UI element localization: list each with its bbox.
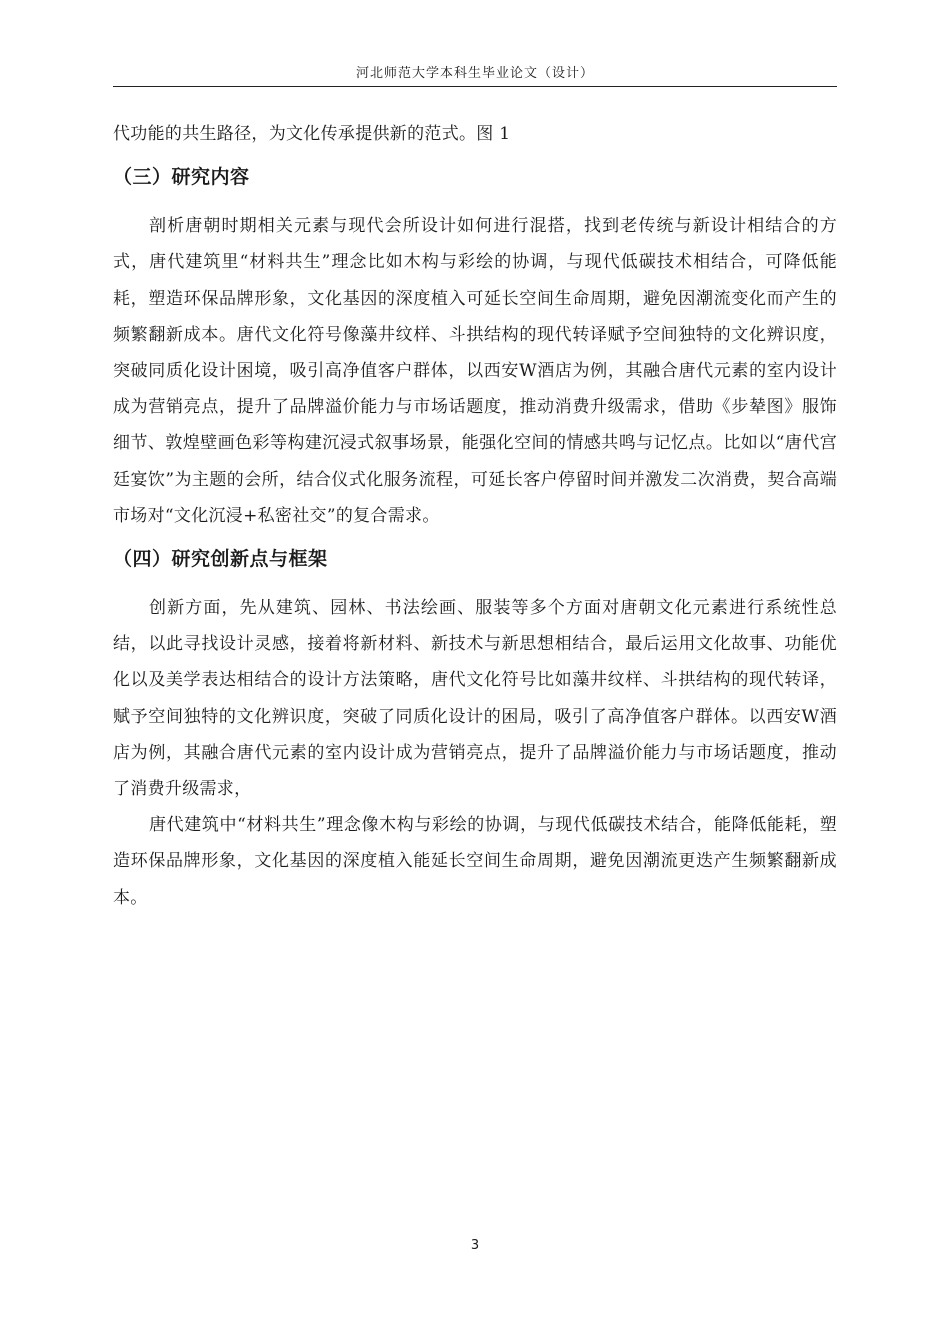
section-4-paragraph-1: 创新方面，先从建筑、园林、书法绘画、服装等多个方面对唐朝文化元素进行系统性总结，以此寻找设计灵感，接着将新材料、新技术与新思想相结合，最后运用文化故事、功能优化以及美学表达相结合的设计方法策略，唐代文化符号比如藻井纹样、斗拱结构的现代转译，赋予空间独特的文化辨识度，突破了同质化设计的困局，吸引了高净值客户群体。以西安W酒店为例，其融合唐代元素的室内设计成为营销亮点，提升了品牌溢价能力与市场话题度，推动了消费升级需求， [113, 598, 837, 800]
page-number: 3 [470, 1238, 480, 1253]
section-3-heading: （三）研究内容 [113, 166, 250, 189]
page-body [113, 116, 837, 916]
section-4-paragraph-2: 唐代建筑中“材料共生”理念像木构与彩绘的协调，与现代低碳技术结合，能降低能耗，塑造环保品牌形象，文化基因的深度植入能延长空间生命周期，避免因潮流更迭产生频繁翻新成本。 [113, 815, 837, 908]
section-3-paragraph: 剖析唐朝时期相关元素与现代会所设计如何进行混搭，找到老传统与新设计相结合的方式，唐代建筑里“材料共生”理念比如木构与彩绘的协调，与现代低碳技术相结合，可降低能耗，塑造环保品牌形象，文化基因的深度植入可延长空间生命周期，避免因潮流变化而产生的频繁翻新成本。唐代文化符号像藻井纹样、斗拱结构的现代转译赋予空间独特的文化辨识度，突破同质化设计困境，吸引高净值客户群体，以西安W酒店为例，其融合唐代元素的室内设计成为营销亮点，提升了品牌溢价能力与市场话题度，推动消费升级需求，借助《步辇图》服饰细节、敦煌壁画色彩等构建沉浸式叙事场景，能强化空间的情感共鸣与记忆点。比如以“唐代宫廷宴饮”为主题的会所，结合仪式化服务流程，可延长客户停留时间并激发二次消费，契合高端市场对“文化沉浸+私密社交”的复合需求。 [113, 216, 837, 526]
running-header: 河北师范大学本科生毕业论文（设计） [113, 64, 837, 87]
section-4-heading: （四）研究创新点与框架 [113, 548, 328, 571]
intro-continuation-paragraph: 代功能的共生路径，为文化传承提供新的范式。图 1 [113, 124, 511, 144]
